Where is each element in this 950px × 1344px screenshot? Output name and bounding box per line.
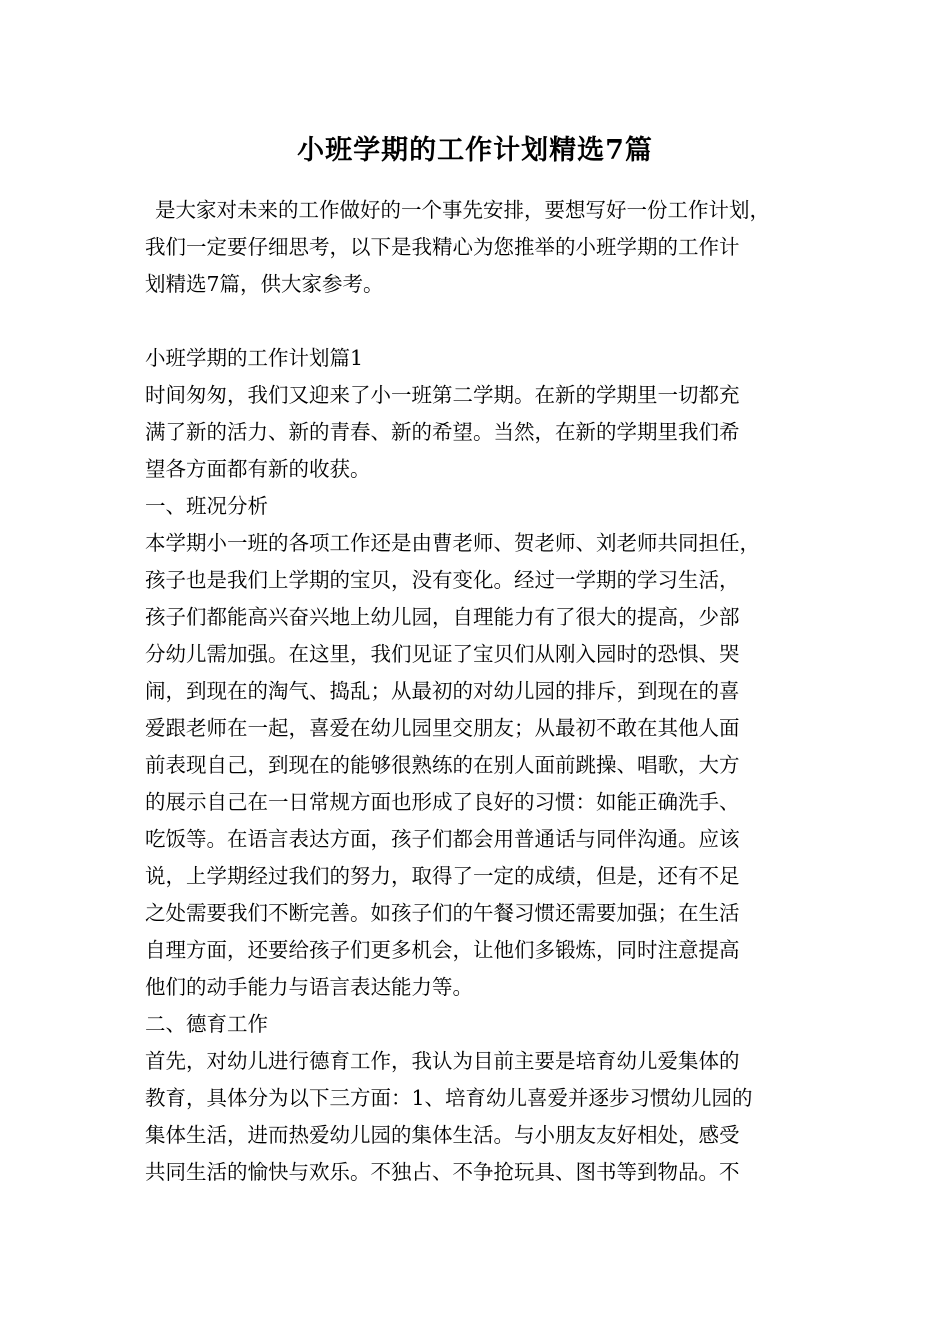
part2-line: 集体生活，进而热爱幼儿园的集体生活。与小朋友友好相处，感受	[145, 1123, 740, 1147]
part1-line: 孩子也是我们上学期的宝贝，没有变化。经过一学期的学习生活，	[145, 568, 740, 592]
part1-line: 前表现自己，到现在的能够很熟练的在别人面前跳操、唱歌，大方	[145, 753, 740, 777]
paragraph-gap	[145, 303, 815, 340]
document-body	[145, 192, 815, 1191]
part1-line: 吃饭等。在语言表达方面，孩子们都会用普通话与同伴沟通。应该	[145, 827, 740, 851]
part1-line: 说，上学期经过我们的努力，取得了一定的成绩，但是，还有不足	[145, 864, 740, 888]
section-heading: 小班学期的工作计划篇1	[145, 346, 364, 370]
part1-line: 的展示自己在一日常规方面也形成了良好的习惯：如能正确洗手、	[145, 790, 740, 814]
intro-line: 是大家对未来的工作做好的一个事先安排，要想写好一份工作计划，	[155, 198, 770, 222]
opening-line: 满了新的活力、新的青春、新的希望。当然，在新的学期里我们希	[145, 420, 740, 444]
intro-line: 划精选7篇，供大家参考。	[145, 272, 384, 296]
part2-line: 共同生活的愉快与欢乐。不独占、不争抢玩具、图书等到物品。不	[145, 1160, 740, 1184]
part1-line: 自理方面，还要给孩子们更多机会，让他们多锻炼，同时注意提高	[145, 938, 740, 962]
opening-line: 望各方面都有新的收获。	[145, 457, 371, 481]
opening-line: 时间匆匆，我们又迎来了小一班第二学期。在新的学期里一切都充	[145, 383, 740, 407]
part2-line: 首先，对幼儿进行德育工作，我认为目前主要是培育幼儿爱集体的	[145, 1049, 740, 1073]
part1-heading: 一、班况分析	[145, 494, 268, 518]
part2-heading: 二、德育工作	[145, 1012, 268, 1036]
intro-line: 我们一定要仔细思考，以下是我精心为您推举的小班学期的工作计	[145, 235, 740, 259]
part1-line: 孩子们都能高兴奋兴地上幼儿园，自理能力有了很大的提高，少部	[145, 605, 740, 629]
document-title: 小班学期的工作计划精选7篇	[297, 135, 653, 166]
part2-line: 教育，具体分为以下三方面：1、培育幼儿喜爱并逐步习惯幼儿园的	[145, 1086, 753, 1110]
part1-line: 他们的动手能力与语言表达能力等。	[145, 975, 473, 999]
part1-line: 之处需要我们不断完善。如孩子们的午餐习惯还需要加强；在生活	[145, 901, 740, 925]
part1-line: 闹，到现在的淘气、捣乱；从最初的对幼儿园的排斥，到现在的喜	[145, 679, 740, 703]
part1-line: 本学期小一班的各项工作还是由曹老师、贺老师、刘老师共同担任，	[145, 531, 760, 555]
part1-line: 爱跟老师在一起，喜爱在幼儿园里交朋友；从最初不敢在其他人面	[145, 716, 740, 740]
part1-line: 分幼儿需加强。在这里，我们见证了宝贝们从刚入园时的恐惧、哭	[145, 642, 740, 666]
